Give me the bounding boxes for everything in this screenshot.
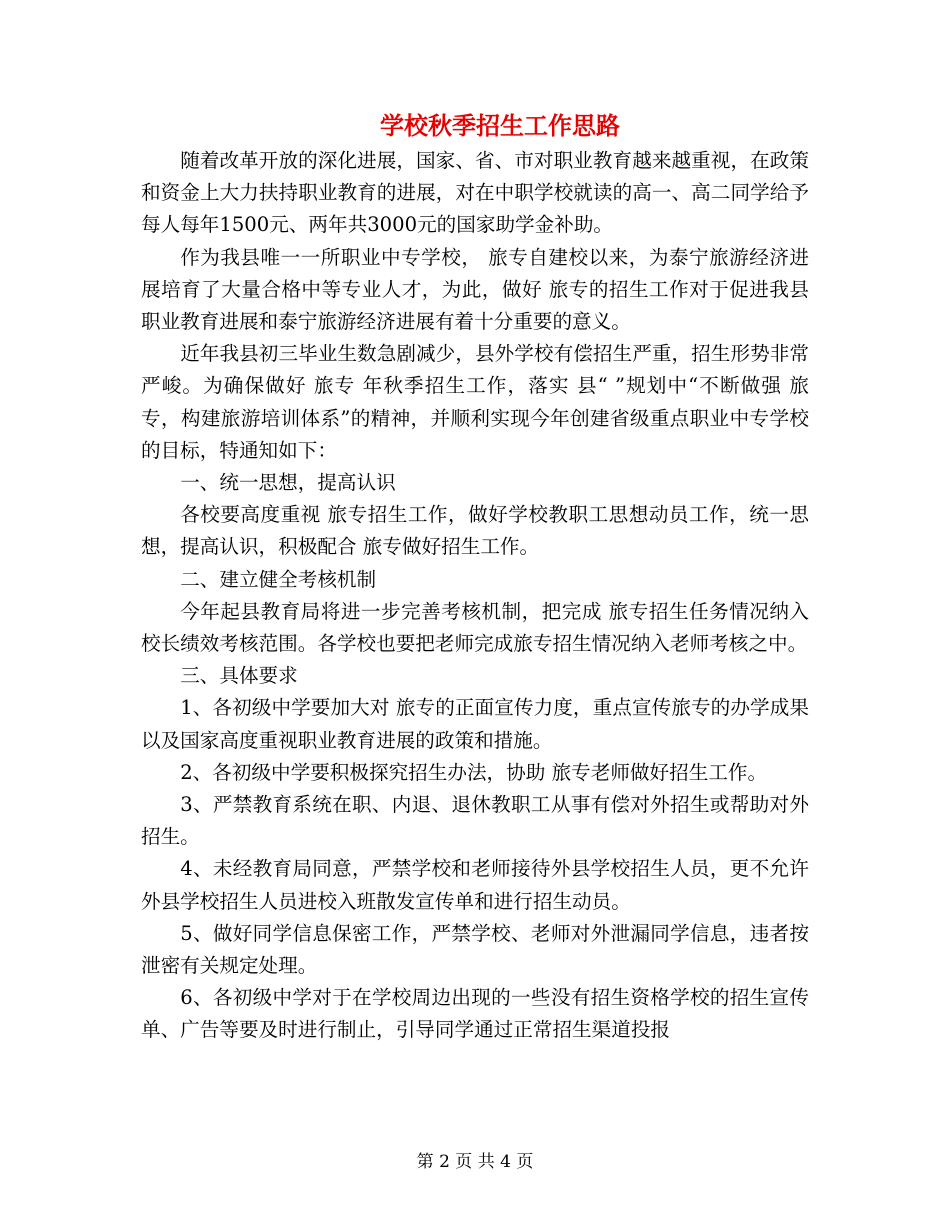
page-number: 第 2 页 共 4 页 xyxy=(416,1152,534,1172)
list-item: 3、严禁教育系统在职、内退、退休教职工从事有偿对外招生或帮助对外招生。 xyxy=(141,793,809,849)
list-item: 5、做好同学信息保密工作，严禁学校、老师对外泄漏同学信息，违者按泄密有关规定处理。 xyxy=(141,921,809,978)
list-item: 6、各初级中学对于在学校周边出现的一些没有招生资格学校的招生宣传单、广告等要及时进行制止，引导同学通过正常招生渠道投报 xyxy=(141,986,809,1042)
paragraph: 随着改革开放的深化进展，国家、省、市对职业教育越来越重视，在政策和资金上大力扶持职业教育的进展，对在中职学校就读的高一、高二同学给予每人每年1500元、两年共3000元的国家助学金补助。 xyxy=(141,149,809,237)
document-body xyxy=(141,145,809,1047)
section-heading: 二、建立健全考核机制 xyxy=(180,567,377,591)
section-heading: 一、统一思想，提高认识 xyxy=(180,471,396,495)
paragraph: 今年起县教育局将进一步完善考核机制，把完成 旅专招生任务情况纳入校长绩效考核范围。各学校也要把老师完成旅专招生情况纳入老师考核之中。 xyxy=(141,599,809,656)
section-heading: 三、具体要求 xyxy=(180,664,298,688)
paragraph: 各校要高度重视 旅专招生工作，做好学校教职工思想动员工作，统一思想，提高认识，积极配合 旅专做好招生工作。 xyxy=(141,503,809,559)
list-item: 4、未经教育局同意，严禁学校和老师接待外县学校招生人员，更不允许外县学校招生人员进校入班散发宣传单和进行招生动员。 xyxy=(141,857,809,913)
document-title: 学校秋季招生工作思路 xyxy=(380,111,620,140)
list-item: 2、各初级中学要积极探究招生办法，协助 旅专老师做好招生工作。 xyxy=(180,760,768,784)
list-item: 1、各初级中学要加大对 旅专的正面宣传力度，重点宣传旅专的办学成果以及国家高度重视职业教育进展的政策和措施。 xyxy=(141,696,809,752)
paragraph: 近年我县初三毕业生数急剧减少，县外学校有偿招生严重，招生形势非常严峻。为确保做好 旅专 年秋季招生工作，落实 县“ ”规划中“不断做强 旅专，构建旅游培训体系”的精神，并顺利实现今年创建省级重点职业中专学校的目标，特通知如下： xyxy=(141,342,809,462)
paragraph: 作为我县唯一一所职业中专学校， 旅专自建校以来，为泰宁旅游经济进展培育了大量合格中等专业人才，为此，做好 旅专的招生工作对于促进我县职业教育进展和泰宁旅游经济进展有着十分重要的意义。 xyxy=(141,245,809,334)
